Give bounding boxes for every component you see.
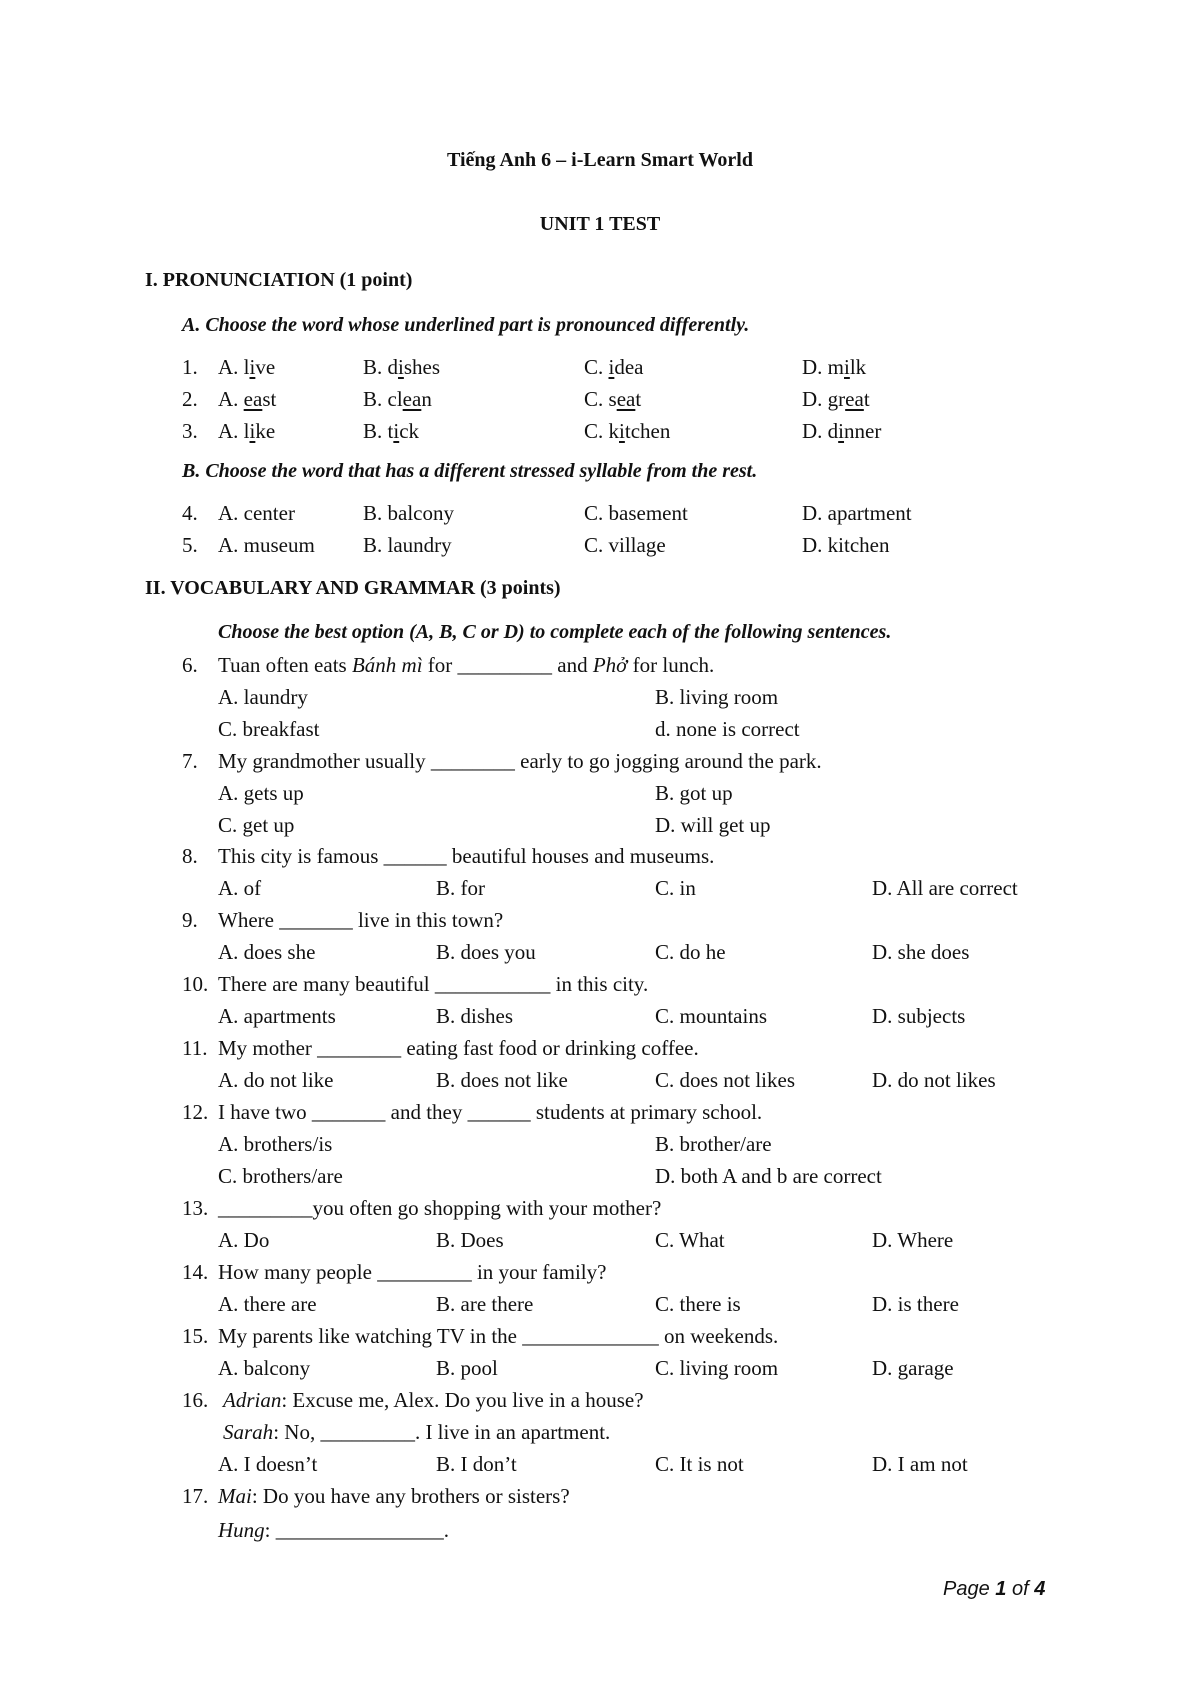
question-number: 15. (182, 1324, 209, 1348)
question-text: I have two _______ and they ______ students at primary school. (218, 1100, 763, 1124)
option-c: C. in (655, 876, 696, 900)
option-d: D. subjects (872, 1004, 966, 1028)
question-number: 4. (182, 501, 198, 525)
question-text: My grandmother usually ________ early to go jogging around the park. (218, 749, 822, 773)
question-text: There are many beautiful ___________ in this city. (218, 972, 649, 996)
option-b: B. are there (436, 1292, 534, 1316)
option-b: B. dishes (363, 355, 441, 379)
option-d: D. garage (872, 1356, 954, 1380)
option-a: A. there are (218, 1292, 317, 1316)
part-b-instruction: B. Choose the word that has a different stressed syllable from the rest. (182, 460, 758, 482)
option-d: D. dinner (802, 419, 882, 443)
option-d: D. do not likes (872, 1068, 996, 1092)
option-a: A. like (218, 419, 276, 443)
option-a: A. I doesn’t (218, 1452, 318, 1476)
page-number: Page 1 of 4 (943, 1578, 1046, 1600)
question-number: 16. (182, 1388, 209, 1412)
option-a: A. brothers/is (218, 1132, 333, 1156)
option-d: D. she does (872, 940, 970, 964)
option-a: A. live (218, 355, 276, 379)
question-number: 17. (182, 1484, 209, 1508)
option-c: C. mountains (655, 1004, 768, 1028)
option-c: C. idea (584, 355, 644, 379)
option-b: B. clean (363, 387, 432, 411)
option-b: B. got up (655, 781, 733, 805)
option-d: D. both A and b are correct (655, 1164, 882, 1188)
question-number: 14. (182, 1260, 209, 1284)
option-b: B. I don’t (436, 1452, 517, 1476)
option-b: B. does not like (436, 1068, 568, 1092)
question-number: 13. (182, 1196, 209, 1220)
question-text: My mother ________ eating fast food or drinking coffee. (218, 1036, 699, 1060)
dialogue-line-2: Hung: ________________. (218, 1518, 450, 1542)
option-b: B. tick (363, 419, 420, 443)
question-number: 7. (182, 749, 198, 773)
question-number: 12. (182, 1100, 209, 1124)
question-text: This city is famous ______ beautiful houses and museums. (218, 844, 715, 868)
option-b: B. does you (436, 940, 536, 964)
option-b: B. brother/are (655, 1132, 772, 1156)
option-a: A. east (218, 387, 277, 411)
part-a-instruction: A. Choose the word whose underlined part is pronounced differently. (182, 314, 750, 336)
option-d: D. is there (872, 1292, 959, 1316)
option-b: B. Does (436, 1228, 504, 1252)
question-text: Where _______ live in this town? (218, 908, 504, 932)
dialogue-line-1: Adrian: Excuse me, Alex. Do you live in a house? (223, 1388, 644, 1412)
option-c: C. What (655, 1228, 725, 1252)
unit-title: UNIT 1 TEST (539, 213, 661, 235)
option-b: B. laundry (363, 533, 452, 557)
option-d: d. none is correct (655, 717, 800, 741)
option-c: C. do he (655, 940, 726, 964)
option-a: A. museum (218, 533, 315, 557)
question-number: 5. (182, 533, 198, 557)
option-a: A. balcony (218, 1356, 311, 1380)
dialogue-line-1: Mai: Do you have any brothers or sisters? (218, 1484, 570, 1508)
option-a: A. of (218, 876, 262, 900)
question-number: 11. (182, 1036, 208, 1060)
option-a: A. apartments (218, 1004, 336, 1028)
option-d: D. All are correct (872, 876, 1018, 900)
option-d: D. apartment (802, 501, 912, 525)
option-b: B. dishes (436, 1004, 514, 1028)
option-a: A. does she (218, 940, 316, 964)
dialogue-line-2: Sarah: No, _________. I live in an apartment. (223, 1420, 611, 1444)
question-number: 3. (182, 419, 198, 443)
option-a: A. do not like (218, 1068, 334, 1092)
option-a: A. Do (218, 1228, 270, 1252)
section-pronunciation-heading: I. PRONUNCIATION (1 point) (145, 269, 413, 291)
option-c: C. brothers/are (218, 1164, 343, 1188)
question-number: 1. (182, 355, 198, 379)
question-number: 9. (182, 908, 198, 932)
option-a: A. center (218, 501, 295, 525)
section-vocabulary-heading: II. VOCABULARY AND GRAMMAR (3 points) (145, 577, 561, 599)
option-b: B. pool (436, 1356, 498, 1380)
option-c: C. kitchen (584, 419, 671, 443)
question-text: How many people _________ in your family? (218, 1260, 607, 1284)
option-d: D. will get up (655, 813, 771, 837)
option-d: D. I am not (872, 1452, 968, 1476)
option-b: B. living room (655, 685, 779, 709)
option-d: D. great (802, 387, 870, 411)
question-number: 10. (182, 972, 209, 996)
option-b: B. for (436, 876, 485, 900)
option-c: C. living room (655, 1356, 779, 1380)
question-number: 8. (182, 844, 198, 868)
option-c: C. does not likes (655, 1068, 795, 1092)
option-c: C. there is (655, 1292, 741, 1316)
question-text: _________you often go shopping with your mother? (218, 1196, 662, 1220)
option-c: C. breakfast (218, 717, 320, 741)
option-c: C. get up (218, 813, 295, 837)
document-title: Tiếng Anh 6 – i-Learn Smart World (447, 149, 753, 171)
question-number: 6. (182, 653, 198, 677)
section-2-instruction: Choose the best option (A, B, C or D) to complete each of the following sentences. (218, 621, 892, 643)
option-c: C. It is not (655, 1452, 744, 1476)
option-c: C. seat (584, 387, 642, 411)
question-text: My parents like watching TV in the _____________ on weekends. (218, 1324, 779, 1348)
option-a: A. laundry (218, 685, 308, 709)
question-text: Tuan often eats Bánh mì for _________ and Phở for lunch. (218, 653, 715, 677)
option-c: C. village (584, 533, 666, 557)
option-b: B. balcony (363, 501, 454, 525)
option-d: D. kitchen (802, 533, 890, 557)
option-d: D. milk (802, 355, 867, 379)
option-a: A. gets up (218, 781, 304, 805)
question-number: 2. (182, 387, 198, 411)
option-c: C. basement (584, 501, 688, 525)
option-d: D. Where (872, 1228, 954, 1252)
